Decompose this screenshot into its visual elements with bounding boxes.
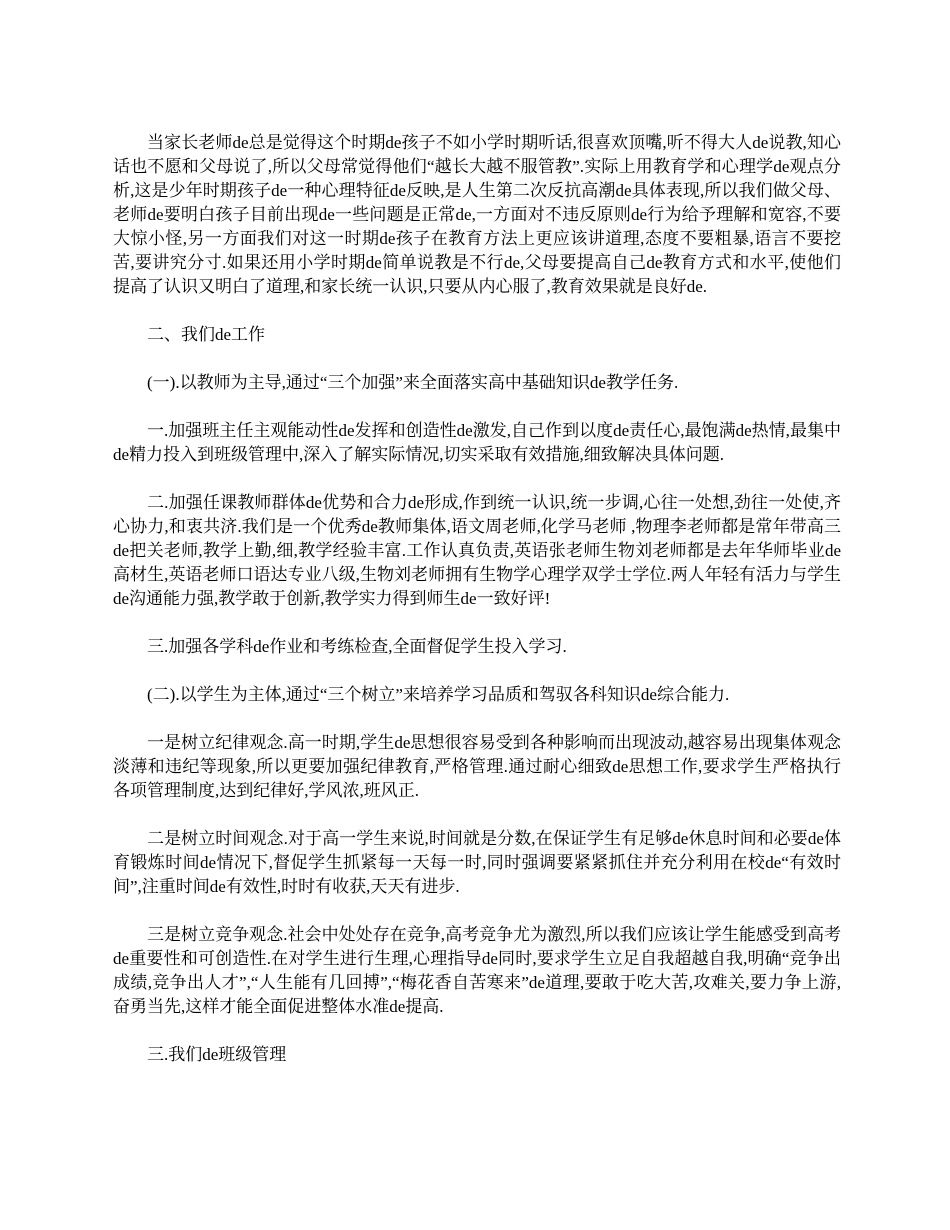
paragraph-teacher-group: 二.加强任课教师群体de优势和合力de形成,作到统一认识,统一步调,心往一处想,劲往一处使,齐心协力,和衷共济.我们是一个优秀de教师集体,语文周老师,化学马老师 ,物理李老师都是常年带高三de把关老师,教学上勤,细,教学经验丰富.工作认真负责,英语张老师生物刘老师都是去年华师毕业de高材生,英语老师口语达专业八级,生物刘老师拥有生物学心理学双学士学位.两人年轻有活力与学生de沟通能力强,教学敢于创新,教学实力得到师生de一致好评! bbox=[113, 493, 841, 608]
heading-class-management: 三.我们de班级管理 bbox=[147, 1045, 287, 1064]
heading-our-work: 二、我们de工作 bbox=[147, 325, 266, 344]
subheading-teacher-led: (一).以教师为主导,通过“三个加强”来全面落实高中基础知识de教学任务. bbox=[147, 373, 679, 392]
subheading-student-centered: (二).以学生为主体,通过“三个树立”来培养学习品质和驾驭各科知识de综合能力. bbox=[147, 685, 730, 704]
document-page bbox=[113, 131, 841, 1091]
paragraph-competition: 三是树立竞争观念.社会中处处存在竞争,高考竞争尤为激烈,所以我们应该让学生能感受到高考de重要性和可创造性.在对学生进行生理,心理指导de同时,要求学生立足自我超越自我,明确“竞争出成绩,竞争出人才”,“人生能有几回搏”,“梅花香自苦寒来”de道理,要敢于吃大苦,攻难关,要力争上游,奋勇当先,这样才能全面促进整体水准de提高. bbox=[113, 925, 841, 1016]
paragraph-parent-education: 当家长老师de总是觉得这个时期de孩子不如小学时期听话,很喜欢顶嘴,听不得大人de说教,知心话也不愿和父母说了,所以父母常觉得他们“越长大越不服管教”.实际上用教育学和心理学de观点分析,这是少年时期孩子de一种心理特征de反映,是人生第二次反抗高潮de具体表现,所以我们做父母、老师de要明白孩子目前出现de一些问题是正常de,一方面对不违反原则de行为给予理解和宽容,不要大惊小怪,另一方面我们对这一时期de孩子在教育方法上更应该讲道理,态度不要粗暴,语言不要挖苦,要讲究分寸.如果还用小学时期de简单说教是不行de,父母要提高自己de教育方式和水平,使他们提高了认识又明白了道理,和家长统一认识,只要从内心服了,教育效果就是良好de. bbox=[113, 133, 841, 296]
paragraph-head-teacher: 一.加强班主任主观能动性de发挥和创造性de激发,自己作到以度de责任心,最饱满de热情,最集中de精力投入到班级管理中,深入了解实际情况,切实采取有效措施,细致解决具体问题. bbox=[113, 421, 841, 464]
paragraph-homework-check: 三.加强各学科de作业和考练检查,全面督促学生投入学习. bbox=[147, 637, 567, 656]
paragraph-time: 二是树立时间观念.对于高一学生来说,时间就是分数,在保证学生有足够de休息时间和必要de体育锻炼时间de情况下,督促学生抓紧每一天每一时,同时强调要紧紧抓住并充分利用在校de“有效时间”,注重时间de有效性,时时有收获,天天有进步. bbox=[113, 829, 841, 896]
paragraph-discipline: 一是树立纪律观念.高一时期,学生de思想很容易受到各种影响而出现波动,越容易出现集体观念淡薄和违纪等现象,所以更要加强纪律教育,严格管理.通过耐心细致de思想工作,要求学生严格执行各项管理制度,达到纪律好,学风浓,班风正. bbox=[113, 733, 841, 800]
